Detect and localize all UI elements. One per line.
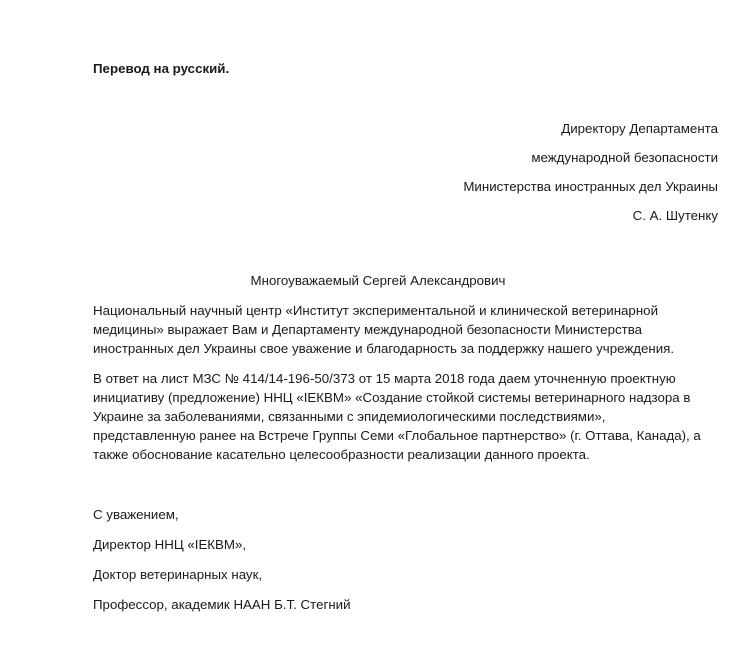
body-paragraph: Национальный научный центр «Институт экспериментальной и клинической ветеринарной медицины» выражает Вам и Департаменту международной безопасности Министерства иностранных дел Украины свое уважение и благодарность за поддержку нашего учреждения. [93,303,675,356]
signer-position: Директор ННЦ «ІЕКВМ», [93,537,247,552]
document-heading: Перевод на русский. [93,61,230,76]
letter-body [93,301,703,475]
closing-phrase: С уважением, [93,507,179,522]
signer-degree: Доктор ветеринарных наук, [93,567,263,582]
addressee-line: международной безопасности [531,150,718,165]
addressee-line: Министерства иностранных дел Украины [463,179,718,194]
body-paragraph: В ответ на лист МЗС № 414/14-196-50/373 от 15 марта 2018 года даем уточненную проектную инициативу (предложение) ННЦ «ІЕКВМ» «Создание стойкой системы ветеринарного надзора в Украине за заболеваниями, связанными с эпидемиологическими последствиями», представленную ранее на Встрече Группы Семи «Глобальное партнерство» (г. Оттава, Канада), а также обоснование касательно целесообразности реализации данного проекта. [93,371,701,462]
signature-block [93,507,351,627]
addressee-name: С. А. Шутенку [632,208,718,223]
signer-title-name: Профессор, академик НААН Б.Т. Стегний [93,597,351,612]
addressee-block [463,121,718,237]
salutation: Многоуважаемый Сергей Александрович [250,273,506,288]
addressee-line: Директору Департамента [561,121,718,136]
